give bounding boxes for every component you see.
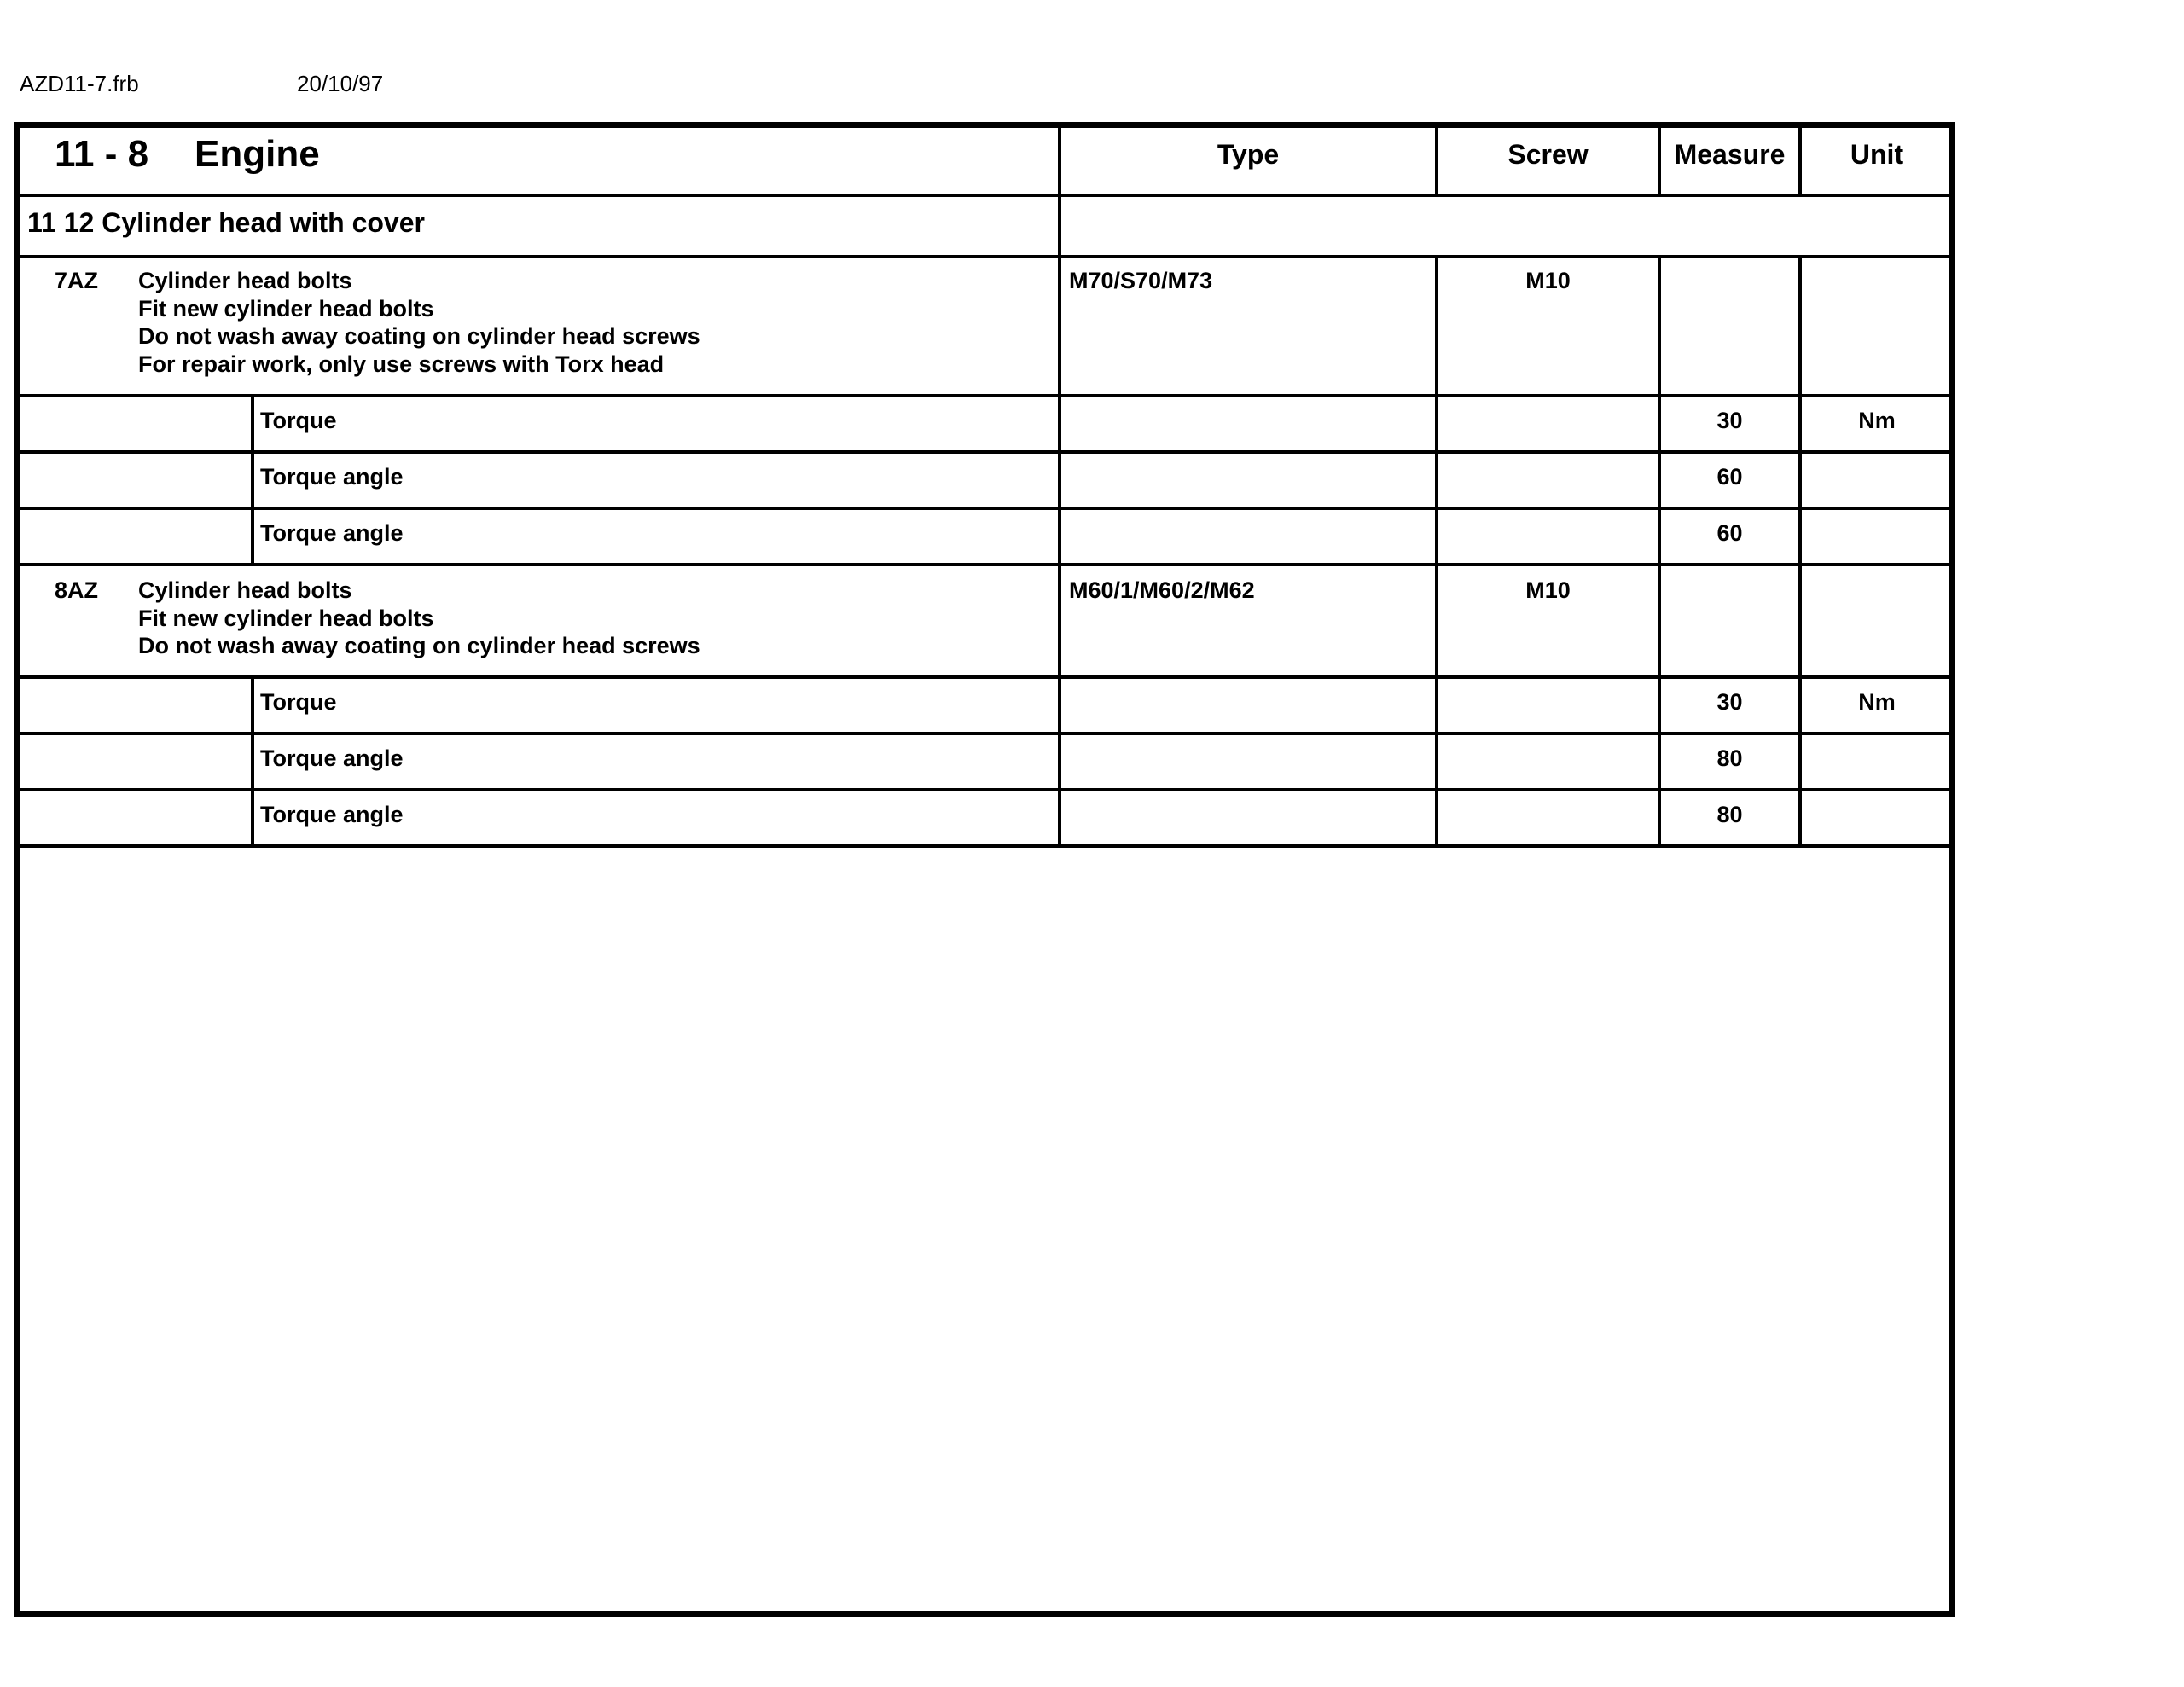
- step-measure: 30: [1716, 689, 1743, 715]
- step-label: Torque angle: [260, 520, 404, 546]
- column-header-screw: Screw: [1507, 139, 1589, 170]
- step-label: Torque: [260, 689, 337, 715]
- item-description-line: Fit new cylinder head bolts: [138, 605, 434, 631]
- step-measure: 60: [1716, 464, 1743, 490]
- step-measure: 80: [1716, 745, 1743, 771]
- rule-item1-bottom: [17, 394, 1952, 397]
- rule-step1-bottom: [17, 450, 1952, 454]
- divider-step-group1: [251, 394, 254, 565]
- rule-header-bottom: [17, 194, 1952, 197]
- chapter-number: 11 - 8: [55, 133, 149, 175]
- item-description-line: Fit new cylinder head bolts: [138, 295, 434, 322]
- column-header-measure: Measure: [1674, 139, 1786, 170]
- column-header-unit: Unit: [1850, 139, 1904, 170]
- step-label: Torque angle: [260, 464, 404, 490]
- document-date: 20/10/97: [297, 71, 384, 96]
- divider-screw-rows: [1435, 255, 1438, 846]
- divider-unit-rows: [1798, 255, 1802, 846]
- rule-step3-bottom: [17, 563, 1952, 566]
- item-code: 7AZ: [55, 268, 99, 293]
- step-unit: Nm: [1858, 408, 1896, 433]
- page-title: Engine: [195, 133, 320, 175]
- item-type: M60/1/M60/2/M62: [1069, 577, 1255, 603]
- item-screw: M10: [1525, 577, 1571, 603]
- item-type: M70/S70/M73: [1069, 268, 1213, 293]
- rule-table-bottom: [17, 844, 1952, 848]
- item-screw: M10: [1525, 268, 1571, 293]
- item-code: 8AZ: [55, 577, 99, 603]
- divider-step-group2: [251, 675, 254, 846]
- step-label: Torque angle: [260, 802, 404, 827]
- step-measure: 80: [1716, 802, 1743, 827]
- item-description-line: Do not wash away coating on cylinder head screws: [138, 633, 700, 658]
- file-name: AZD11-7.frb: [20, 71, 139, 96]
- rule-section-bottom: [17, 255, 1952, 258]
- step-label: Torque angle: [260, 745, 404, 771]
- rule-item2-bottom: [17, 675, 1952, 679]
- rule-step4-bottom: [17, 732, 1952, 735]
- column-header-type: Type: [1217, 139, 1280, 170]
- item-description-line: For repair work, only use screws with Torx head: [138, 351, 665, 377]
- rule-step2-bottom: [17, 507, 1952, 510]
- item-description-line: Cylinder head bolts: [138, 577, 352, 603]
- item-description-line: Do not wash away coating on cylinder head screws: [138, 323, 700, 349]
- step-unit: Nm: [1858, 689, 1896, 715]
- step-measure: 60: [1716, 520, 1743, 546]
- section-title: 11 12 Cylinder head with cover: [27, 207, 425, 238]
- step-label: Torque: [260, 408, 337, 433]
- divider-type: [1058, 128, 1061, 846]
- item-description-line: Cylinder head bolts: [138, 268, 352, 293]
- step-measure: 30: [1716, 408, 1743, 433]
- rule-step5-bottom: [17, 788, 1952, 791]
